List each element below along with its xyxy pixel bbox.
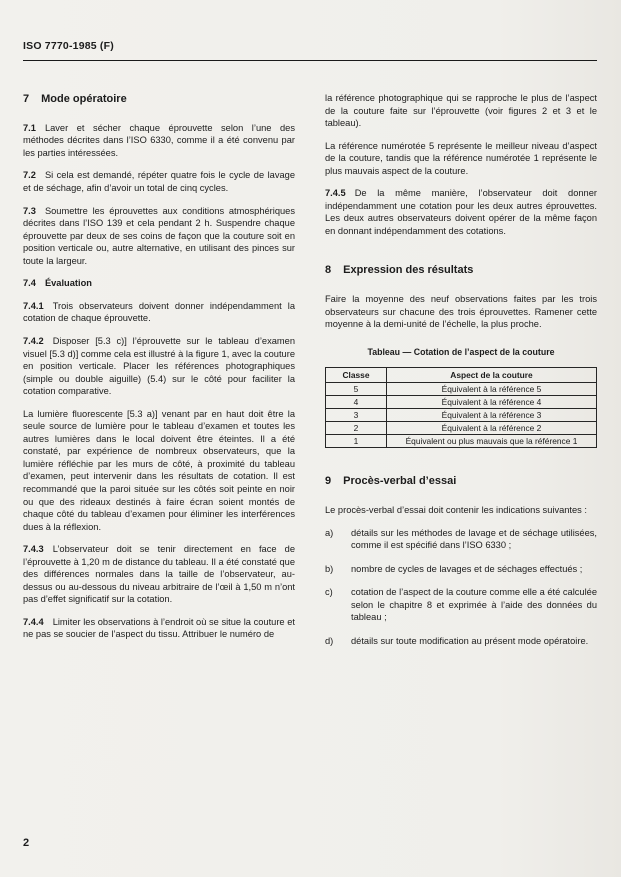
aspect-cell: Équivalent à la référence 4 — [387, 395, 597, 408]
table-row — [326, 382, 597, 395]
list-text-a: détails sur les méthodes de lavage et de séchage utilisées, comme il est spécifié dans l’ISO 6330 ; — [351, 527, 597, 551]
section-8-number: 8 — [325, 264, 332, 277]
section-9-number: 9 — [325, 475, 332, 488]
table-row — [326, 409, 597, 422]
table-header-aspect: Aspect de la couture — [387, 367, 597, 382]
photo-reference-paragraph: la référence photographique qui se rapproche le plus de l’aspect de la couture faite sur l’éprouvette (voir figures 2 et 3 et le tableau). — [325, 93, 597, 129]
classe-cell: 2 — [326, 422, 387, 435]
clause-7-4-2-number: 7.4.2 — [23, 335, 44, 346]
list-text-b: nombre de cycles de lavages et de séchages effectués ; — [351, 563, 583, 574]
header-rule — [23, 60, 597, 61]
section-8-heading — [325, 263, 597, 278]
list-text-d: détails sur toute modification au présent mode opératoire. — [351, 635, 589, 646]
aspect-cell: Équivalent ou plus mauvais que la référence 1 — [387, 435, 597, 448]
list-text-c: cotation de l’aspect de la couture comme elle a été calculée selon le chapitre 8 et exprimée à l’aide des données du tableau ; — [351, 587, 597, 623]
clause-7-4-1-number: 7.4.1 — [23, 300, 44, 311]
list-item-a — [325, 527, 597, 552]
clause-7-2 — [23, 169, 295, 194]
clause-7-4-5-number: 7.4.5 — [325, 188, 346, 199]
section-8-title: Expression des résultats — [343, 264, 474, 277]
aspect-cell: Équivalent à la référence 2 — [387, 422, 597, 435]
clause-7-2-number: 7.2 — [23, 170, 36, 181]
section-7-number: 7 — [23, 93, 30, 105]
clause-7-4-3-text: L’observateur doit se tenir directement en face de l’éprouvette à 1,20 m de distance du tableau. Il a été constaté que des différences normales dans la taille de l’observateur, au-dessus ou au-dessous du niveau arbitraire de l’œil à 1,50 m n’ont pas d’effet significatif sur la cotation. — [23, 544, 295, 605]
clause-7-3 — [23, 205, 295, 268]
averaging-paragraph: Faire la moyenne des neuf observations faites par les trois observateurs sur chacune des trois éprouvettes. Ramener cette moyenne à la demi-unité de l’échelle, la plus proche. — [325, 294, 597, 330]
reference-levels-paragraph: La référence numérotée 5 représente le meilleur niveau d’aspect de la couture, tandis que la référence numérotée 1 représente le plus mauvais aspect de la couture. — [325, 140, 597, 176]
classe-cell: 1 — [326, 435, 387, 448]
section-7-heading — [23, 92, 295, 107]
clause-7-4-5 — [325, 187, 597, 237]
clause-7-4-5-text: De la même manière, l’observateur doit donner indépendamment une cotation pour les deux autres éprouvettes. Les deux autres observateurs doivent opérer de la même façon en donnant indépendamment des cotations. — [325, 188, 597, 236]
list-label-b: b) — [325, 563, 334, 574]
clause-7-1-number: 7.1 — [23, 122, 36, 133]
page-number: 2 — [23, 837, 30, 849]
clause-7-3-text: Soumettre les éprouvettes aux conditions atmosphériques décrites dans l’ISO 139 et cela pendant 2 h. Suspendre chaque éprouvette par deux de ses coins de façon que la couture soit en position verticale ou, autre alternative, en utilisant des pinces sur toute la largeur. — [23, 205, 295, 266]
list-item-c — [325, 586, 597, 624]
aspect-cell: Équivalent à la référence 5 — [387, 382, 597, 395]
section-9-heading — [325, 474, 597, 489]
clause-7-4-4 — [23, 616, 295, 641]
list-item-b — [325, 563, 597, 576]
table-row — [326, 435, 597, 448]
list-label-a: a) — [325, 527, 334, 538]
clause-7-4-2-text: Disposer [5.3 c)] l’éprouvette sur le tableau d’examen visuel [5.3 d)] comme cela est illustré à la figure 1, avec la couture en position verticale. Placer les références photographiques (simple ou double aiguille) (5.4) sur le côté pour faciliter la cotation comparative. — [23, 335, 295, 397]
clause-7-4-4-number: 7.4.4 — [23, 616, 44, 627]
section-7-title: Mode opératoire — [41, 93, 127, 105]
list-label-d: d) — [325, 635, 334, 646]
table-row — [326, 395, 597, 408]
table-header-classe: Classe — [326, 367, 387, 382]
list-item-d — [325, 635, 597, 648]
classe-cell: 5 — [326, 382, 387, 395]
clause-7-1-text: Laver et sécher chaque éprouvette selon l’une des méthodes décrites dans l’ISO 6330, comme il a été convenu par les parties intéressées. — [23, 122, 295, 158]
table-header-row — [326, 367, 597, 382]
clause-7-4-3 — [23, 543, 295, 606]
table-caption: Tableau — Cotation de l’aspect de la couture — [367, 346, 555, 357]
aspect-cell: Équivalent à la référence 3 — [387, 409, 597, 422]
clause-7-4-2 — [23, 335, 295, 398]
seam-rating-table — [325, 367, 597, 448]
clause-7-4-3-number: 7.4.3 — [23, 544, 44, 555]
test-report-intro-paragraph: Le procès-verbal d’essai doit contenir les indications suivantes : — [325, 505, 588, 516]
section-9-title: Procès-verbal d’essai — [343, 475, 457, 488]
clause-7-2-text: Si cela est demandé, répéter quatre fois le cycle de lavage et de séchage, afin d’avoir un total de cinq cycles. — [23, 170, 295, 194]
table-row — [326, 422, 597, 435]
content-columns — [23, 92, 597, 659]
document-header — [23, 36, 597, 61]
document-reference: ISO 7770-1985 (F) — [23, 40, 114, 52]
fluorescent-light-paragraph: La lumière fluorescente [5.3 a)] venant par en haut doit être la seule source de lumière pour le tableau d’examen et toutes les autres lumières dans le local doivent être éteintes. Il a été constaté, par expérience de nombreux observateurs, que la lumière réfléchie par les murs de côté, à proximité du tableau d’examen, peut intervenir dans les résultats de cotation. Il est recommandé que la paroi située sur les côtés soit peinte en noir ou que des rideaux destinés à faire écran soient montés de chaque côté du tableau d’examen pour éliminer les interférences dues à la réflexion. — [23, 408, 295, 532]
right-column — [325, 92, 597, 659]
classe-cell: 3 — [326, 409, 387, 422]
test-report-list — [325, 527, 597, 648]
clause-7-4-number: 7.4 — [23, 278, 36, 289]
clause-7-4-1-text: Trois observateurs doivent donner indépendamment la cotation de chaque éprouvette. — [23, 300, 295, 324]
left-column — [23, 92, 295, 659]
clause-7-4-1 — [23, 300, 295, 325]
clause-7-3-number: 7.3 — [23, 205, 36, 216]
clause-7-4-title: Évaluation — [44, 278, 92, 289]
classe-cell: 4 — [326, 395, 387, 408]
list-label-c: c) — [325, 587, 333, 598]
clause-7-1 — [23, 122, 295, 160]
clause-7-4-4-text: Limiter les observations à l’endroit où se situe la couture et ne pas se soucier de l’aspect du tissu. Attribuer le numéro de — [23, 616, 295, 640]
clause-7-4-heading — [23, 277, 295, 290]
